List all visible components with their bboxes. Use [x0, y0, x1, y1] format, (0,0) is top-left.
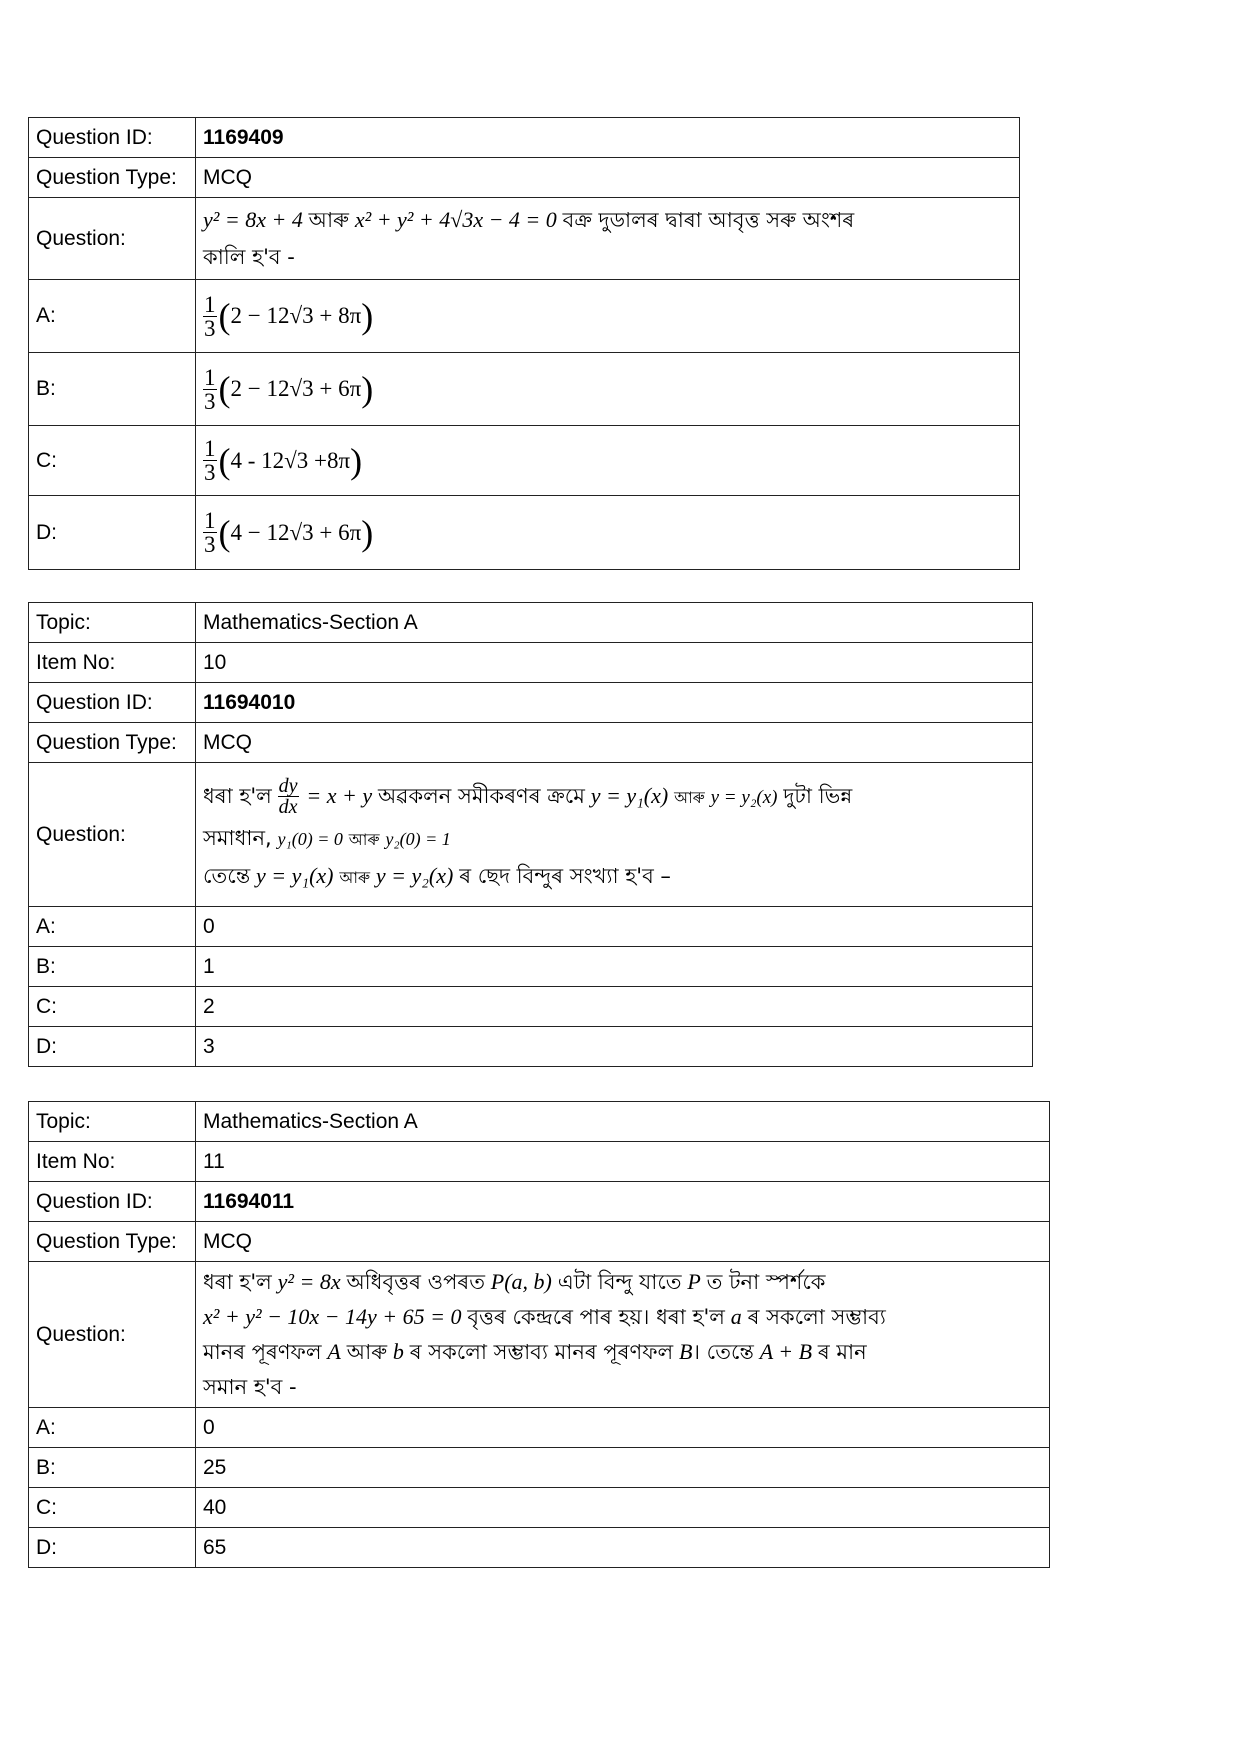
question-text [196, 198, 1020, 280]
question-id-row [29, 1182, 1050, 1222]
item-no-row [29, 643, 1033, 683]
question-text-fragment: আৰু [308, 207, 349, 232]
option-c-label: C: [29, 426, 196, 496]
equation: b [392, 1338, 404, 1364]
fraction: $\frac{1}{3}$ [204, 291, 216, 341]
option-d-label: D: [29, 1528, 196, 1568]
question-label: Question: [29, 1262, 196, 1408]
equation: B [679, 1338, 693, 1364]
question-row [29, 198, 1020, 280]
option-row-a [29, 1408, 1050, 1448]
equation: x² + y² − 10x − 14y + 65 = 0 [203, 1303, 462, 1329]
equation: x² + y² + 4√3x − 4 = 0 [354, 206, 557, 232]
question-text-fragment: বৃত্তৰ কেন্দ্ৰৰে পাৰ হয়। ধৰা হ'ল [467, 1304, 725, 1329]
question-text-fragment: ৰ ছেদ বিন্দুৰ সংখ্যা হ'ব – [459, 863, 671, 888]
equation: y = y₁(x) [256, 862, 334, 888]
option-c-value: 2 [196, 987, 1033, 1027]
question-type-label: Question Type: [29, 723, 196, 763]
question-text-fragment: আৰু [346, 1339, 388, 1364]
fraction: $\frac{dy}{dx}$ [278, 775, 298, 819]
equation: y² = 8x + 4 [203, 206, 303, 232]
option-c-value: 40 [196, 1488, 1050, 1528]
option-d-value: 65 [196, 1528, 1050, 1568]
question-text-fragment: এটা বিন্দু যাতে [557, 1269, 682, 1294]
topic-row [29, 603, 1033, 643]
item-no-value: 11 [196, 1142, 1050, 1182]
question-type-row [29, 723, 1033, 763]
topic-value: Mathematics-Section A [196, 1102, 1050, 1142]
question-id-label: Question ID: [29, 1182, 196, 1222]
question-text-fragment: সমাধান, [203, 825, 272, 850]
equation: y₂(0) = 1 [385, 828, 451, 849]
option-a-value: 0 [196, 1408, 1050, 1448]
option-b-label: B: [29, 947, 196, 987]
option-row-d [29, 1528, 1050, 1568]
option-b-label: B: [29, 353, 196, 426]
option-d-value: 3 [196, 1027, 1033, 1067]
topic-row [29, 1102, 1050, 1142]
option-d-value: $\frac{1}{3}$ ( 4 − 12√3 + 6π ) [196, 496, 1020, 570]
topic-value: Mathematics-Section A [196, 603, 1033, 643]
question-text [196, 763, 1033, 907]
equation: A + B [759, 1338, 813, 1364]
item-no-value: 10 [196, 643, 1033, 683]
question-type-label: Question Type: [29, 158, 196, 198]
question-type-value: MCQ [196, 1222, 1050, 1262]
question-text [196, 1262, 1050, 1408]
option-b-label: B: [29, 1448, 196, 1488]
question-text-fragment: ধৰা হ'ল [203, 783, 272, 808]
option-c-label: C: [29, 1488, 196, 1528]
option-c-value: $\frac{1}{3}$ ( 4 - 12√3 +8π ) [196, 426, 1020, 496]
question-type-label: Question Type: [29, 1222, 196, 1262]
option-d-label: D: [29, 1027, 196, 1067]
question-label: Question: [29, 198, 196, 280]
question-row [29, 763, 1033, 907]
question-text-fragment: মানৰ পূৰণফল [203, 1339, 322, 1364]
equation: A [327, 1338, 341, 1364]
question-text-fragment: ধৰা হ'ল [203, 1269, 272, 1294]
question-table-3 [28, 1101, 1050, 1568]
question-id-label: Question ID: [29, 118, 196, 158]
option-a-label: A: [29, 280, 196, 353]
question-id-row [29, 683, 1033, 723]
topic-label: Topic: [29, 1102, 196, 1142]
question-text-fragment: ৰ সকলো সম্ভাব্য [747, 1304, 886, 1329]
question-table-2 [28, 602, 1033, 1067]
question-text-fragment: ত টনা স্পৰ্শকে [706, 1269, 826, 1294]
option-expression: 2 − 12√3 + 6π [230, 376, 362, 401]
equation: = x + y [306, 782, 373, 808]
question-text-fragment: অধিবৃত্তৰ ওপৰত [346, 1269, 485, 1294]
option-expression: 4 - 12√3 +8π [230, 447, 351, 473]
question-text-fragment: দুটা ভিন্ন [783, 783, 853, 808]
option-row-c [29, 1488, 1050, 1528]
question-text-fragment: কালি হ'ব - [203, 244, 295, 269]
equation: y = y₁(x) [590, 782, 669, 808]
question-id-label: Question ID: [29, 683, 196, 723]
option-row-a [29, 280, 1020, 353]
option-row-d [29, 496, 1020, 570]
question-text-fragment: ৰ মান [817, 1339, 867, 1364]
question-id-row [29, 118, 1020, 158]
question-id-value: 1169409 [196, 118, 1020, 158]
item-no-label: Item No: [29, 1142, 196, 1182]
option-row-b [29, 353, 1020, 426]
question-text-fragment: ৰ সকলো সম্ভাব্য মানৰ পূৰণফল [409, 1339, 674, 1364]
question-type-value: MCQ [196, 158, 1020, 198]
equation: a [730, 1303, 742, 1329]
option-row-c [29, 426, 1020, 496]
option-row-b [29, 1448, 1050, 1488]
equation: y₁(0) = 0 [277, 828, 343, 849]
question-row [29, 1262, 1050, 1408]
item-no-row [29, 1142, 1050, 1182]
question-type-row [29, 158, 1020, 198]
fraction: $\frac{1}{3}$ [204, 436, 216, 485]
question-label: Question: [29, 763, 196, 907]
equation: y = y₂(x) [375, 862, 454, 888]
equation: y = y₂(x) [710, 786, 778, 808]
option-c-label: C: [29, 987, 196, 1027]
option-row-c [29, 987, 1033, 1027]
option-a-label: A: [29, 1408, 196, 1448]
question-type-value: MCQ [196, 723, 1033, 763]
option-a-label: A: [29, 907, 196, 947]
equation: y² = 8x [277, 1268, 341, 1294]
item-no-label: Item No: [29, 643, 196, 683]
question-text-fragment: অৱকলন সমীকৰণৰ ক্ৰমে [377, 783, 585, 808]
option-b-value: 25 [196, 1448, 1050, 1488]
topic-label: Topic: [29, 603, 196, 643]
question-type-row [29, 1222, 1050, 1262]
option-d-label: D: [29, 496, 196, 570]
option-row-a [29, 907, 1033, 947]
question-id-value: 11694011 [196, 1182, 1050, 1222]
option-expression: 4 − 12√3 + 6π [230, 519, 362, 545]
question-text-fragment: সমান হ'ব - [203, 1374, 297, 1399]
question-text-fragment: আৰু [339, 867, 371, 887]
fraction: $\frac{1}{3}$ [204, 508, 216, 557]
option-row-b [29, 947, 1033, 987]
question-text-fragment: । তেন্তে [692, 1339, 754, 1364]
question-id-value: 11694010 [196, 683, 1033, 723]
question-text-fragment: আৰু [674, 787, 705, 807]
option-a-value: 0 [196, 907, 1033, 947]
question-text-fragment: আৰু [348, 829, 380, 849]
option-b-value: $\frac{1}{3}$ ( 2 − 12√3 + 6π ) [196, 353, 1020, 426]
equation: P(a, b) [490, 1268, 552, 1294]
fraction: $\frac{1}{3}$ [204, 364, 216, 414]
option-expression: 2 − 12√3 + 8π [230, 303, 362, 328]
question-table-1 [28, 117, 1020, 570]
equation: P [687, 1268, 701, 1294]
option-a-value: $\frac{1}{3}$ ( 2 − 12√3 + 8π ) [196, 280, 1020, 353]
question-text-fragment: বক্ৰ দুডালৰ দ্বাৰা আবৃত্ত সৰু অংশৰ [562, 207, 855, 232]
option-row-d [29, 1027, 1033, 1067]
option-b-value: 1 [196, 947, 1033, 987]
question-text-fragment: তেন্তে [203, 863, 251, 888]
